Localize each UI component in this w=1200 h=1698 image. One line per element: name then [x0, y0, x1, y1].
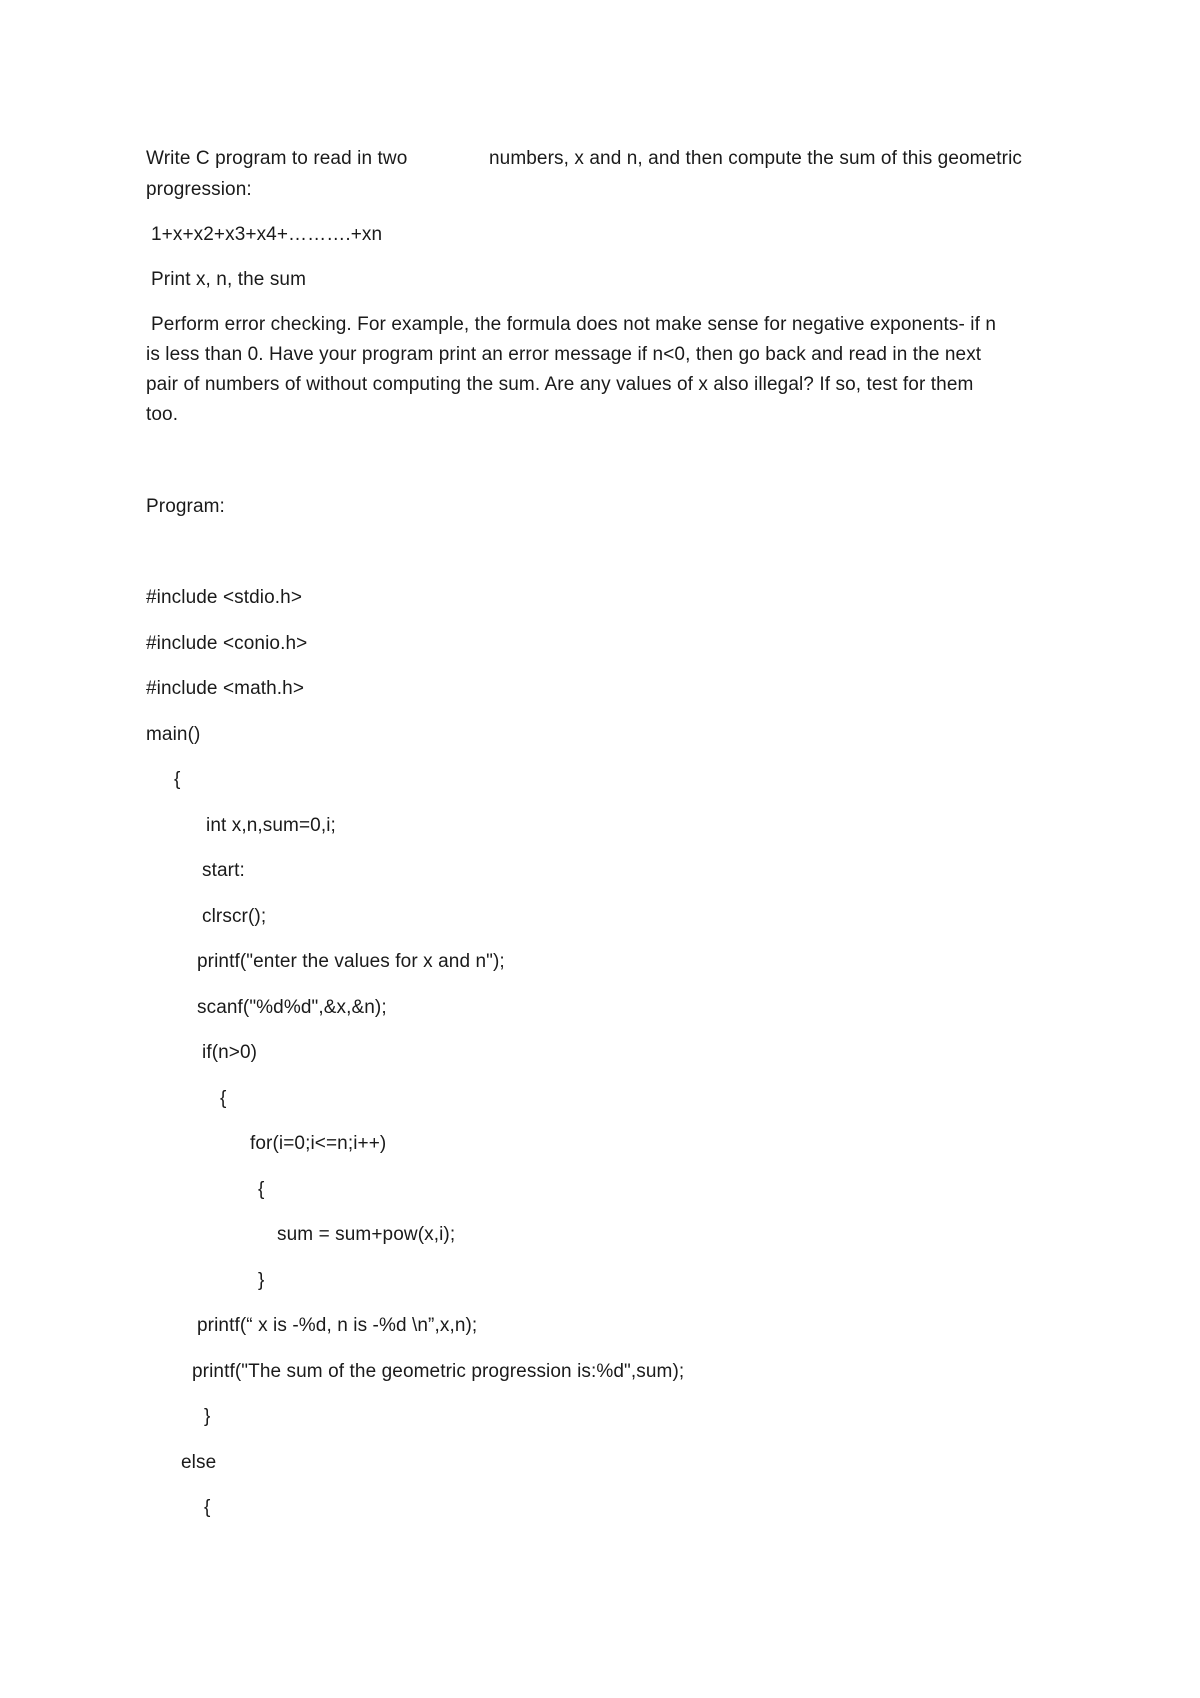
code-line: #include <conio.h> — [146, 633, 308, 654]
intro-text-part2: numbers, x and n, and then compute the sum of this geometric — [489, 148, 1023, 169]
code-line: printf(“ x is -%d, n is -%d \n”,x,n); — [197, 1315, 478, 1336]
code-line: { — [220, 1088, 227, 1109]
code-line: sum = sum+pow(x,i); — [277, 1224, 456, 1245]
intro-text-line2: progression: — [146, 179, 252, 200]
code-line: scanf("%d%d",&x,&n); — [197, 997, 387, 1018]
code-line: { — [258, 1179, 265, 1200]
code-line: for(i=0;i<=n;i++) — [250, 1133, 387, 1154]
code-line: { — [204, 1497, 211, 1518]
code-line: printf("The sum of the geometric progression is:%d",sum); — [192, 1361, 685, 1382]
series-formula: 1+x+x2+x3+x4+……….+xn — [151, 224, 383, 245]
code-line: int x,n,sum=0,i; — [206, 815, 336, 836]
code-line: #include <stdio.h> — [146, 587, 303, 608]
code-line: printf("enter the values for x and n"); — [197, 951, 505, 972]
code-line: if(n>0) — [202, 1042, 258, 1063]
error-paragraph-line: pair of numbers of without computing the sum. Are any values of x also illegal? If so, test for them — [146, 374, 974, 395]
intro-text-part1: Write C program to read in two — [146, 148, 408, 169]
code-line: main() — [146, 724, 201, 745]
code-line: #include <math.h> — [146, 678, 305, 699]
error-paragraph-line: is less than 0. Have your program print an error message if n<0, then go back and read in the next — [146, 344, 982, 365]
code-line: clrscr(); — [202, 906, 267, 927]
error-paragraph-line: too. — [146, 404, 179, 425]
error-paragraph-line: Perform error checking. For example, the formula does not make sense for negative exponents- if n — [151, 314, 997, 335]
code-line: } — [258, 1270, 265, 1291]
code-line: else — [181, 1452, 217, 1473]
code-line: } — [204, 1406, 211, 1427]
print-instruction: Print x, n, the sum — [151, 269, 307, 290]
program-label: Program: — [146, 496, 225, 517]
code-line: start: — [202, 860, 245, 881]
code-line: { — [174, 769, 181, 790]
